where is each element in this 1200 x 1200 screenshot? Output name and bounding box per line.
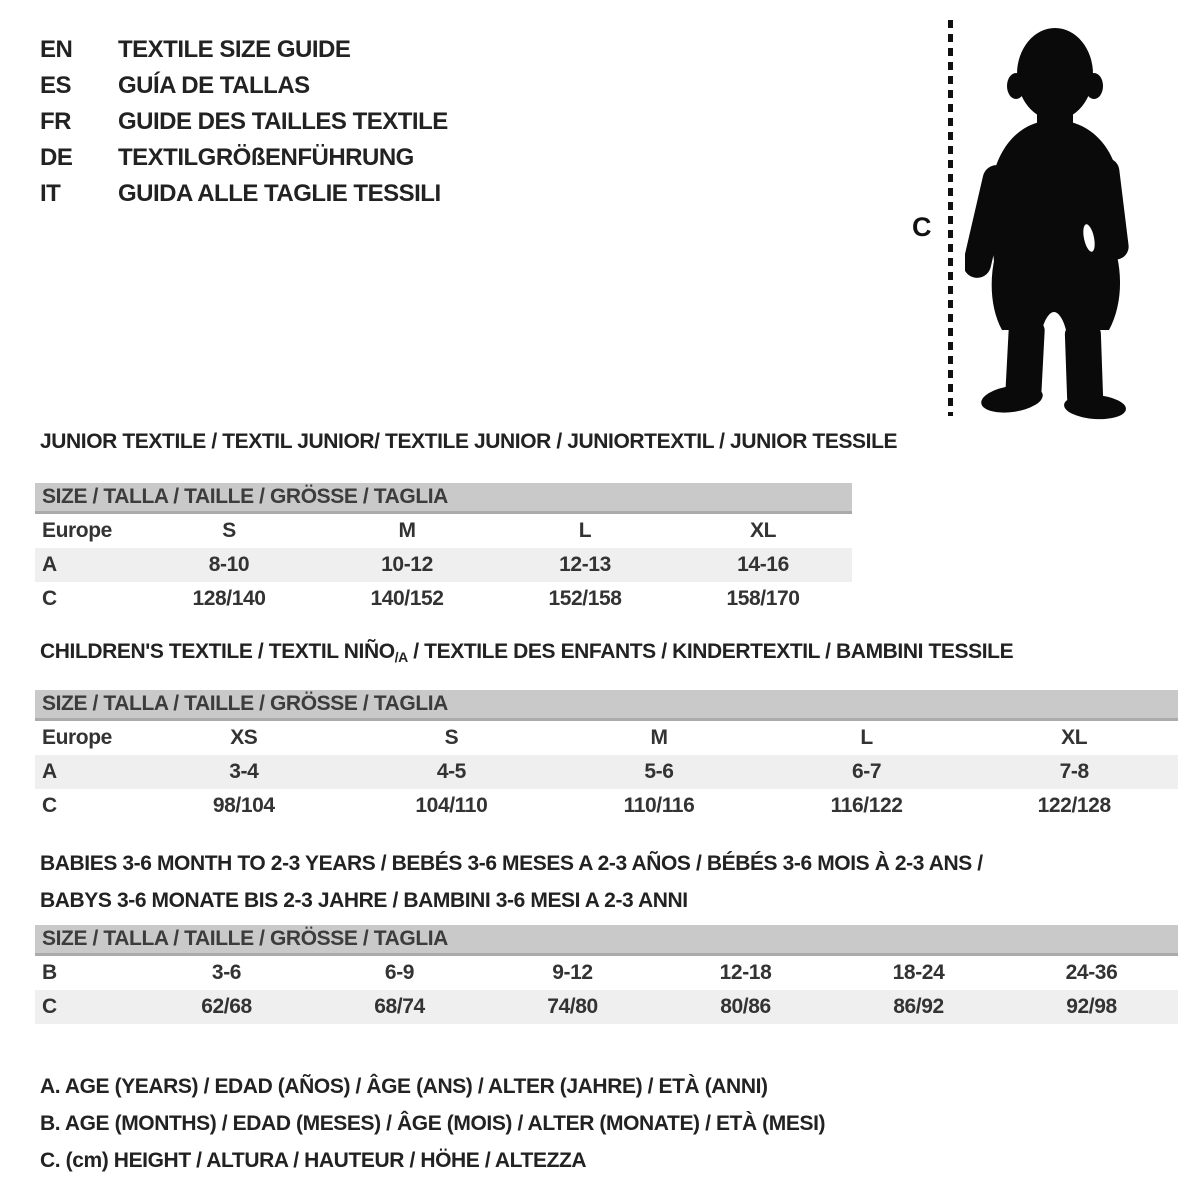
- table-header-size: SIZE / TALLA / TAILLE / GRÖSSE / TAGLIA: [35, 925, 1178, 956]
- age-cell: 12-13: [559, 553, 611, 576]
- row-label: C: [42, 995, 57, 1018]
- language-row: [40, 68, 448, 104]
- height-cell: 128/140: [192, 587, 266, 610]
- height-cell: 152/158: [548, 587, 622, 610]
- babies-size-table: [35, 925, 1178, 1024]
- language-code: ES: [40, 72, 72, 99]
- height-measure-label: C: [912, 212, 932, 242]
- language-row: [40, 140, 448, 176]
- row-label: Europe: [42, 519, 112, 542]
- age-cell: 8-10: [208, 553, 250, 576]
- table-row-age: [35, 548, 852, 582]
- size-cell: L: [860, 726, 873, 749]
- language-row: [40, 104, 448, 140]
- size-cell: XS: [230, 726, 258, 749]
- section-title-children: [40, 640, 1013, 665]
- table-header-size: SIZE / TALLA / TAILLE / GRÖSSE / TAGLIA: [35, 483, 852, 514]
- row-label: A: [42, 553, 57, 576]
- age-cell: 24-36: [1065, 961, 1118, 984]
- row-label: C: [42, 587, 57, 610]
- row-label: Europe: [42, 726, 112, 749]
- height-cell: 104/110: [415, 794, 488, 817]
- age-cell: 6-7: [852, 760, 882, 783]
- language-row: [40, 32, 448, 68]
- language-title: GUÍA DE TALLAS: [118, 72, 310, 99]
- title-text: CHILDREN'S TEXTILE / TEXTIL NIÑO: [40, 640, 395, 663]
- height-cell: 122/128: [1037, 794, 1111, 817]
- height-cell: 80/86: [720, 995, 771, 1018]
- age-cell: 3-4: [229, 760, 259, 783]
- legend-line-age-years: A. AGE (YEARS) / EDAD (AÑOS) / ÂGE (ANS) / ALTER (JAHRE) / ETÀ (ANNI): [40, 1075, 768, 1098]
- language-code: EN: [40, 36, 73, 63]
- height-figure: [900, 0, 1160, 430]
- table-row-height: [35, 789, 1178, 823]
- table-row-age-months: [35, 956, 1178, 990]
- legend-line-age-months: B. AGE (MONTHS) / EDAD (MESES) / ÂGE (MOIS) / ALTER (MONATE) / ETÀ (MESI): [40, 1112, 826, 1135]
- table-row-height: [35, 582, 852, 616]
- table-row-height: [35, 990, 1178, 1024]
- age-cell: 10-12: [381, 553, 433, 576]
- language-code: IT: [40, 180, 61, 207]
- height-cell: 158/170: [726, 587, 800, 610]
- age-cell: 7-8: [1059, 760, 1089, 783]
- height-cell: 62/68: [201, 995, 252, 1018]
- title-text: / TEXTILE DES ENFANTS / KINDERTEXTIL / BAMBINI TESSILE: [407, 640, 1014, 663]
- row-label: A: [42, 760, 57, 783]
- section-title-babies: [40, 845, 983, 919]
- size-cell: XL: [1061, 726, 1088, 749]
- height-cell: 140/152: [370, 587, 444, 610]
- size-cell: M: [650, 726, 668, 749]
- table-header-size: SIZE / TALLA / TAILLE / GRÖSSE / TAGLIA: [35, 690, 1178, 721]
- language-list: [40, 32, 448, 212]
- age-cell: 14-16: [737, 553, 789, 576]
- size-cell: S: [444, 726, 459, 749]
- height-cell: 86/92: [893, 995, 944, 1018]
- table-row-age: [35, 755, 1178, 789]
- age-cell: 5-6: [644, 760, 674, 783]
- size-cell: S: [222, 519, 236, 542]
- section-title-junior: JUNIOR TEXTILE / TEXTIL JUNIOR/ TEXTILE JUNIOR / JUNIORTEXTIL / JUNIOR TESSILE: [40, 430, 898, 453]
- legend-line-height: C. (cm) HEIGHT / ALTURA / HAUTEUR / HÖHE / ALTEZZA: [40, 1149, 587, 1172]
- height-cell: 116/122: [830, 794, 903, 817]
- language-title: TEXTILE SIZE GUIDE: [118, 36, 351, 63]
- age-cell: 18-24: [892, 961, 945, 984]
- height-cell: 98/104: [212, 794, 275, 817]
- age-cell: 12-18: [719, 961, 772, 984]
- row-label: C: [42, 794, 57, 817]
- size-cell: L: [578, 519, 592, 542]
- age-cell: 4-5: [436, 760, 466, 783]
- height-cell: 92/98: [1066, 995, 1117, 1018]
- title-line: BABYS 3-6 MONATE BIS 2-3 JAHRE / BAMBINI 3-6 MESI A 2-3 ANNI: [40, 889, 688, 912]
- height-cell: 74/80: [547, 995, 598, 1018]
- title-subscript: /A: [394, 649, 408, 665]
- language-title: GUIDA ALLE TAGLIE TESSILI: [118, 180, 441, 207]
- age-cell: 3-6: [211, 961, 242, 984]
- row-label: B: [42, 961, 57, 984]
- size-cell: XL: [749, 519, 777, 542]
- age-cell: 6-9: [384, 961, 415, 984]
- language-code: DE: [40, 144, 73, 171]
- language-title: TEXTILGRÖßENFÜHRUNG: [118, 144, 414, 171]
- legend: [40, 1068, 825, 1179]
- toddler-silhouette-icon: [965, 16, 1140, 420]
- height-cell: 68/74: [374, 995, 425, 1018]
- language-code: FR: [40, 108, 71, 135]
- height-measure-dotted-line: [948, 20, 953, 416]
- title-line: BABIES 3-6 MONTH TO 2-3 YEARS / BEBÉS 3-6 MESES A 2-3 AÑOS / BÉBÉS 3-6 MOIS À 2-3 ANS /: [40, 852, 983, 875]
- children-size-table: [35, 690, 1178, 823]
- size-cell: M: [398, 519, 416, 542]
- age-cell: 9-12: [552, 961, 593, 984]
- language-title: GUIDE DES TAILLES TEXTILE: [118, 108, 448, 135]
- height-cell: 110/116: [623, 794, 695, 817]
- table-row-europe: [35, 514, 852, 548]
- table-row-europe: [35, 721, 1178, 755]
- junior-size-table: [35, 483, 852, 616]
- language-row: [40, 176, 448, 212]
